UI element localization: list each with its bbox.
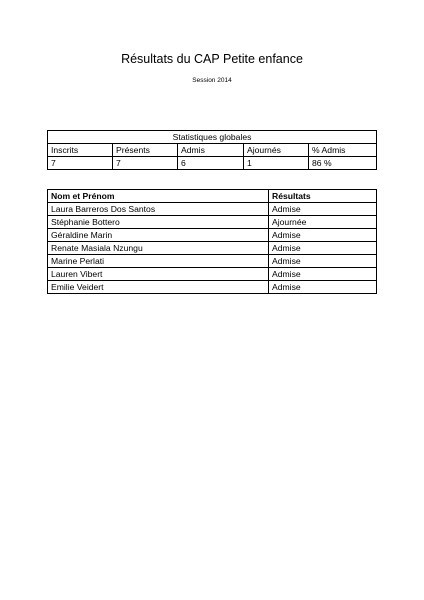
- student-result: Admise: [269, 281, 377, 294]
- stats-header-admis: Admis: [178, 144, 244, 157]
- stats-value-presents: 7: [113, 157, 178, 170]
- stats-header-percent-admis: % Admis: [309, 144, 377, 157]
- table-row: [48, 229, 377, 242]
- session-label: Session 2014: [192, 77, 232, 84]
- results-header-row: [48, 190, 377, 203]
- table-row: [48, 281, 377, 294]
- student-name: Emilie Veidert: [48, 281, 269, 294]
- student-result: Ajournée: [269, 216, 377, 229]
- student-name: Stéphanie Bottero: [48, 216, 269, 229]
- table-row: [48, 203, 377, 216]
- student-result: Admise: [269, 268, 377, 281]
- document-title: Résultats du CAP Petite enfance: [121, 52, 303, 66]
- table-row: [48, 242, 377, 255]
- student-result: Admise: [269, 255, 377, 268]
- student-name: Laura Barreros Dos Santos: [48, 203, 269, 216]
- student-name: Marine Perlati: [48, 255, 269, 268]
- stats-value-admis: 6: [178, 157, 244, 170]
- stats-header-ajournes: Ajournés: [244, 144, 309, 157]
- table-row: [48, 216, 377, 229]
- results-header-result: Résultats: [269, 190, 377, 203]
- results-table: [47, 189, 377, 294]
- table-row: [48, 255, 377, 268]
- results-header-name: Nom et Prénom: [48, 190, 269, 203]
- stats-value-ajournes: 1: [244, 157, 309, 170]
- stats-value-percent-admis: 86 %: [309, 157, 377, 170]
- student-result: Admise: [269, 229, 377, 242]
- student-result: Admise: [269, 242, 377, 255]
- stats-header-presents: Présents: [113, 144, 178, 157]
- stats-value-inscrits: 7: [48, 157, 113, 170]
- stats-table: [47, 130, 377, 170]
- stats-header-row: [48, 144, 377, 157]
- student-result: Admise: [269, 203, 377, 216]
- table-row: [48, 268, 377, 281]
- stats-value-row: [48, 157, 377, 170]
- stats-header-inscrits: Inscrits: [48, 144, 113, 157]
- student-name: Renate Masiala Nzungu: [48, 242, 269, 255]
- stats-caption-row: [48, 131, 377, 144]
- stats-caption: Statistiques globales: [48, 131, 377, 144]
- student-name: Géraldine Marin: [48, 229, 269, 242]
- student-name: Lauren Vibert: [48, 268, 269, 281]
